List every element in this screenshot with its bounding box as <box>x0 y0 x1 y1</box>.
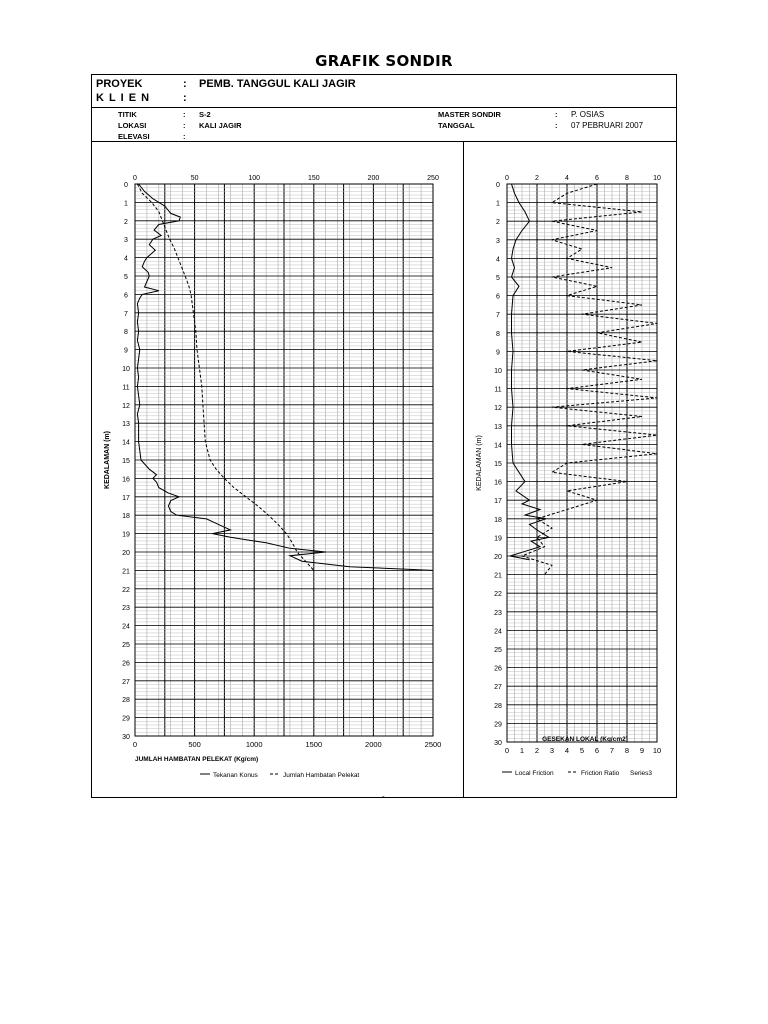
y-tick-label: 7 <box>496 312 500 320</box>
top-tick-label: 0 <box>505 175 509 182</box>
y-tick-label: 2 <box>124 218 128 226</box>
y-tick-label: 21 <box>494 572 502 580</box>
y-tick-label: 16 <box>494 479 502 487</box>
y-tick-label: 27 <box>494 684 502 692</box>
y-tick-label: 28 <box>122 697 130 705</box>
y-tick-label: 4 <box>124 255 128 263</box>
y-tick-label: 13 <box>494 423 502 431</box>
top-tick-label: 2 <box>535 175 539 182</box>
y-tick-label: 3 <box>496 237 500 245</box>
y-tick-label: 11 <box>122 384 130 392</box>
y-tick-label: 30 <box>494 740 502 747</box>
tanggal-value: 07 PEBRUARI 2007 <box>571 121 644 130</box>
proyek-value: PEMB. TANGGUL KALI JAGIR <box>199 78 356 90</box>
top-tick-label: 4 <box>565 175 569 182</box>
klien-colon: : <box>183 92 187 104</box>
top-tick-label: 10 <box>653 175 661 182</box>
x-axis-label: JUMLAH HAMBATAN PELEKAT (Kg/cm) <box>135 756 259 763</box>
bottom-tick-label: 0 <box>504 746 510 755</box>
bottom-tick-label: 9 <box>639 746 645 755</box>
bottom-tick-label: 2 <box>534 746 540 755</box>
top-tick-label: 6 <box>595 175 599 182</box>
y-tick-label: 24 <box>122 623 130 631</box>
y-tick-label: 13 <box>122 421 130 429</box>
bottom-tick-label: 5 <box>579 746 585 755</box>
y-tick-label: 0 <box>496 182 500 189</box>
y-tick-label: 21 <box>122 568 130 576</box>
legend-label: Jumlah Hambatan Pelekat <box>283 772 360 779</box>
master-colon: : <box>555 110 558 119</box>
top-tick-label: 200 <box>367 175 380 182</box>
y-tick-label: 17 <box>494 498 502 506</box>
y-tick-label: 19 <box>494 535 502 543</box>
y-tick-label: 4 <box>496 256 500 264</box>
bottom-tick-label: 500 <box>188 740 201 749</box>
y-tick-label: 25 <box>122 642 130 649</box>
x-axis-label: GESEKAN LOKAL (Kg/cm2) <box>542 736 628 743</box>
y-tick-label: 20 <box>122 550 130 557</box>
y-tick-label: 23 <box>494 609 502 617</box>
y-tick-label: 6 <box>124 292 128 300</box>
y-tick-label: 26 <box>122 660 130 668</box>
y-tick-label: 15 <box>494 461 502 468</box>
titik-colon: : <box>183 110 186 119</box>
tanggal-label: TANGGAL <box>438 121 475 130</box>
top-tick-label: 250 <box>427 175 439 182</box>
titik-value: S-2 <box>199 110 211 119</box>
bottom-tick-label: 0 <box>132 740 138 749</box>
y-tick-label: 29 <box>494 721 502 729</box>
elevasi-label: ELEVASI <box>118 132 150 141</box>
bottom-tick-label: 8 <box>624 746 630 755</box>
y-tick-label: 9 <box>124 347 128 355</box>
y-tick-label: 8 <box>496 330 500 338</box>
y-tick-label: 14 <box>494 442 502 450</box>
y-tick-label: 18 <box>122 513 130 521</box>
y-tick-label: 14 <box>122 439 130 447</box>
y-tick-label: 15 <box>122 458 130 465</box>
lokasi-value: KALI JAGIR <box>199 121 242 130</box>
legend-label: Tekanan Konus <box>213 772 258 779</box>
page-title: GRAFIK SONDIR <box>315 52 453 70</box>
bottom-tick-label: 4 <box>564 746 570 755</box>
y-tick-label: 16 <box>122 476 130 484</box>
titik-label: TITIK <box>118 110 137 119</box>
series-line-jumlah-hambatan-pelekat <box>137 184 313 570</box>
top-tick-label: 8 <box>625 175 629 182</box>
top-tick-label: 0 <box>133 175 137 182</box>
proyek-colon: : <box>183 78 187 90</box>
y-tick-label: 24 <box>494 628 502 636</box>
y-tick-label: 3 <box>124 237 128 245</box>
bottom-tick-label: 2000 <box>365 740 382 749</box>
y-tick-label: 9 <box>496 349 500 357</box>
tanggal-colon: : <box>555 121 558 130</box>
y-tick-label: 25 <box>494 647 502 654</box>
legend-label: Local Friction <box>515 770 554 777</box>
y-tick-label: 6 <box>496 293 500 301</box>
y-tick-label: 23 <box>122 605 130 613</box>
bottom-tick-label: 1000 <box>245 740 263 749</box>
bottom-tick-label: 10 <box>652 746 662 755</box>
master-value: P. OSIAS <box>571 110 605 119</box>
legend-label: Friction Ratio <box>581 770 620 777</box>
y-axis-label: KEDALAMAN (m) <box>476 435 483 491</box>
y-tick-label: 30 <box>122 734 130 741</box>
proyek-label: PROYEK <box>96 78 143 90</box>
y-tick-label: 17 <box>122 494 130 502</box>
y-tick-label: 5 <box>496 275 500 282</box>
y-tick-label: 10 <box>122 366 130 373</box>
y-tick-label: 27 <box>122 678 130 686</box>
y-tick-label: 0 <box>124 182 128 189</box>
bottom-tick-label: 2500 <box>424 740 442 749</box>
lokasi-colon: : <box>183 121 186 130</box>
y-tick-label: 28 <box>494 702 502 710</box>
top-tick-label: 50 <box>190 175 199 182</box>
y-tick-label: 12 <box>494 405 502 413</box>
bottom-tick-label: 3 <box>549 746 555 755</box>
y-tick-label: 10 <box>494 368 502 375</box>
y-tick-label: 18 <box>494 516 502 524</box>
y-tick-label: 2 <box>496 219 500 227</box>
top-tick-label: 150 <box>307 175 320 182</box>
y-tick-label: 20 <box>494 554 502 561</box>
y-tick-label: 1 <box>124 200 128 208</box>
y-tick-label: 19 <box>122 531 130 539</box>
legend-label: Series3 <box>630 770 653 777</box>
bottom-tick-label: 1500 <box>305 740 323 749</box>
y-tick-label: 22 <box>122 586 130 594</box>
y-tick-label: 22 <box>494 591 502 599</box>
y-tick-label: 7 <box>124 310 128 318</box>
series-line-tekanan-konus <box>137 184 433 570</box>
elevasi-colon: : <box>183 132 186 141</box>
bottom-tick-label: 6 <box>594 746 600 755</box>
top-tick-label: 100 <box>248 175 261 182</box>
y-tick-label: 29 <box>122 715 130 723</box>
y-tick-label: 12 <box>122 402 130 410</box>
y-axis-label: KEDALAMAN (m) <box>104 431 111 489</box>
y-tick-label: 11 <box>494 386 502 394</box>
y-tick-label: 8 <box>124 329 128 337</box>
footer-mark: - <box>382 792 385 801</box>
y-tick-label: 26 <box>494 665 502 673</box>
y-tick-label: 1 <box>496 200 500 208</box>
bottom-tick-label: 7 <box>609 746 615 755</box>
y-tick-label: 5 <box>124 274 128 281</box>
bottom-tick-label: 1 <box>519 746 525 755</box>
lokasi-label: LOKASI <box>118 121 147 130</box>
master-label: MASTER SONDIR <box>438 110 501 119</box>
klien-label: K L I E N <box>96 92 151 104</box>
